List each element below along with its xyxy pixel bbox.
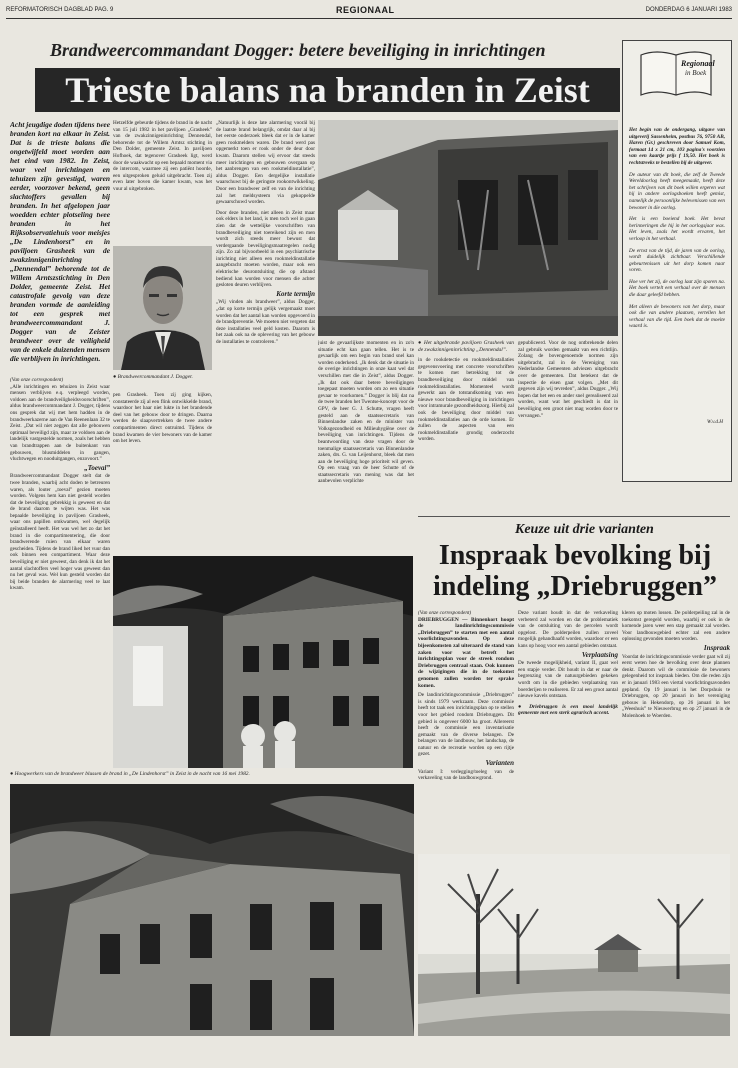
article1-subhead-toeval: „Toeval” (84, 463, 110, 472)
driebruggen-village-illustration (418, 854, 730, 1036)
article2-body1: De landinrichtingscommissie „Driebruggen” is sinds 1979 werkzaam. Deze commissie heeft tot taak een inrichtingsplan op te stellen voor het gebied rondom Driebruggen. Dit gebied is ongeveer 6000 ha groot. Allereerst heeft de commissie een inventarisatie gemaakt van de diverse belangen. De belangen van de landbouw, het landschap, de natuur en de recreatie worden op een rijtje gezet. (418, 692, 514, 758)
article1-correspondent: (Van onze correspondent) (10, 377, 64, 383)
burned-building-illustration (318, 120, 618, 336)
article1-column-6: gepubliceerd. Voor de nog ontbrekende delen zal gebruik worden gemaakt van een richtlijn. Zolang de bovengenoemde normen zijn uitgebracht, zal in de Vereniging van Nederlandse Gemeenten adviezen uitgebracht over de gemeenten. Dat betekent dat de inspectie de eisen gaat volgen. „Met dit gegeven zijn wij tevreden”, aldus Dogger. „Wij hopen dat het een en ander snel gerealiseerd zal worden, want wat het geschiedt is dat in beveiliging een groot niet mag worden door te vervangen.” (518, 340, 618, 419)
article2-body3b: Voordat de inrichtingscommissie verder gaat wil zij eerst weten hoe de bevolking over deze plannen denkt. Daarom wil de commissie de bewoners gelegenheid tot inspraak bieden. Om die reden zijn er in januari 1983 een viertal voorlichtingsavonden gepland. Op 19 januari in het Dorpshuis te Driebruggen, op 20 januari in het vereniging gebouw in Hekendorp, op 26 januari in het „Weeshuis” te Nieuwerbrug en op 27 januari in de Molenhoek te Woerden. (622, 653, 730, 719)
book-logo (631, 45, 721, 101)
article2-subhead-verplaatsing: Verplaatsing (581, 650, 618, 659)
page-header (6, 4, 732, 19)
article2-column-2 (518, 610, 618, 850)
article2-correspondent: (Van onze correspondent) (418, 610, 472, 616)
article1-col5-text: in de rookdetectie en rookmeldinstallaties gegevensvoering met concrete voorschriften te komen met betrekking tot de brandbeveiliging door middel van rookmeldinstallaties. Momenteel wordt gewerkt aan de totstandkoming van een nieuwe voor brandbeveiliging in inrichtingen voor intramurale gezondheidszorg. Hierbij zal ook de beveiliging door middel van rookmeldinstallaties aan de orde komen. Er zullen de aspecten van een rookmeldinstallatie grondig onderzocht worden. (418, 357, 514, 443)
article1-kicker: Brandweercommandant Dogger: betere beveiliging in inrichtingen (50, 40, 546, 60)
article2-top-rule (418, 516, 730, 517)
article1-subhead-korte-termijn: Korte termijn (276, 289, 315, 298)
article1-col1-text: „Alle inrichtingen en tehuizen in Zeist waar mensen verblijven e.q. verpleegd worden, voldoen aan de brandveiligheidsvoorschriften”, aldus brandweercommandant J. Dogger, tijdens ons gesprek dat wij met hem hadden in de brandweerkazerne aan de Van Reenenlaan 32 te Zeist. „Dat wil niet zeggen dat alle gebouwen optimaal beveiligd zijn, maar ze voldoen aan de landelijk vastgestelde normen, zoals het hebben van brandtrappen aan de buitenkant van gebouwen, blusmiddelen in gangen, vluchtwegen en nooduitgangen, enzovoort.” (10, 383, 110, 463)
lindenhorst-building-illustration (10, 784, 414, 1036)
portrait-illustration (113, 246, 212, 370)
fire-scene-caption: ● Hoogwerkers van de brandweer blussen de brand in „De Lindenhorst” in Zeist in de nacht van 16 mei 1982. (10, 771, 250, 777)
portrait-photo (113, 246, 212, 370)
article1-column-1 (10, 377, 110, 667)
book-logo-line1: Regionaal (681, 59, 715, 68)
burned-building-caption: ● Het uitgebrande paviljoen Grasheek van de zwakzinnigeninrichting „Dennendal”. (418, 340, 514, 353)
article1-column-4: juist de gevaarlijkste momenten en in zo'n situatie echt kan gaan tellen. Het is te gevaarlijk om een begin van brand snel kan worden onderkend. „Ik denk dat de situatie in de overige inrichtingen in onze kaat wel dat verschillen met die in Zeist”, aldus Dogger. „Ik dat ook daar betere beveiligingen toegepast moeten worden om zo een situatie gevaar te voorkomen.” Dogger is blij dat na de twee branden het Twentse-koncept voor de GPV, de heer G. J. Schutte, vragen heeft gesteld aan de staatssecretaris van Binnenlandse zaken en de minister van Volksgezondheid en Milieuhygiëne over de beveiliging van inrichtingen. Tijdens de beantwoording van deze vragen door de toenmalige staatssecretaris van Binnenlandse zaken, drs. G. van Leijenhorst, bleek dat men aan de beveiliging hoge prioriteit wil geven. Op een vraag van de heer Schutte of de staatssecretaris van mening was dat het aanbevolen verplichte (318, 340, 414, 485)
article2-column-3 (622, 610, 730, 850)
article1-column-2-top: Hetzelfde gebeurde tijdens de brand in de nacht van 15 juli 1982 in het paviljoen „Grasheek” van de zwakzinnigeninrichting Dennendal, behorende tot de Willem Arntsz stichting in Den Dolder, gemeente Zeist. In paviljoen Hofhoek, dat tegenover Grasheek ligt, werd door de waakwacht op een bepaald moment via de intercom, waarmee zij een patiënt hoorde, een uitgesproken geluid uitgebracht. Toen zij even later boven die kamer kwam, was het vuur al uitgebroken. (113, 120, 212, 192)
article2-body2b: De tweede mogelijkheid, variant II, gaat wel een stapje verder. Dit houdt in dat er naar de begrenzing van de natuurgebieden gekeken wordt om in die gebieden verplaatsing van boerderijen te realiseren. Er zal een groot aantal nieuwe kavels ontstaan. (518, 660, 618, 700)
sidebar-paragraph: Het is een boeiend boek. Het bevat herinneringen die hij in het oorlogsjaar was. Het leven, zoals het wordt ervaren, het verloop in het verhaal. (629, 216, 725, 242)
article1-intro: Acht jeugdige doden tijdens twee branden kort na elkaar in Zeist. Dat is de trieste balans die ongetwijfeld moet worden aan het eind van 1982. In Zeist, waar veel inrichtingen en tehuizen zijn gevestigd, waren eerder, voorzover bekend, geen slachtoffers gevallen bij branden. In het afgelopen jaar woedden echter plotseling twee branden in het Rijksobservatiehuis voor meisjes „De Lindenhorst” en in paviljoen Grasheek van de zwakzinnigeninrichting „Dennendal” behorende tot de Willem Arntszstichting in Den Dolder, gemeente Zeist. Het catastrofale gevolg van deze branden vormde de aanleiding tot een gesprek met brandweercommandant J. Dogger van de Zeister brandweer over de veiligheid van de enkele duizenden mensen die verblijven in inrichtingen. (10, 120, 110, 363)
sidebar-book-review (622, 40, 732, 482)
article2-body1b: Variant I: verlegging/toeleg van de verkaveling van de landbouwgrond. (418, 768, 514, 782)
header-date: DONDERDAG 6 JANUARI 1983 (645, 7, 732, 13)
fire-scene-illustration (113, 556, 413, 768)
header-paper-name: REFORMATORISCH DAGBLAD PAG. 9 (6, 7, 114, 13)
article1-column-5 (418, 340, 514, 512)
driebruggen-village-photo (418, 854, 730, 1036)
article1-col3c-text: „Wij vinden als brandweer”, aldus Dogger, „dat op korte termijn gelijk vergemaakt moet worden dat het aantal kan worden opgevoerd in de brandpreventie. We moeten niet vergeten dat deze installaties veel geld kosten. Daarom is het zaak ook na de oplevering van het gebouw de installaties te controleren.” (216, 299, 315, 345)
lindenhorst-building-photo (10, 784, 414, 1036)
header-section: REGIONAAL (336, 5, 395, 15)
sidebar-paragraph: De auteur van dit boek, die zelf de Tweede Wereldoorlog heeft meegemaakt, heeft deze het schrijven van dit boek willen ergeren wat hij in andere oorlogsboeken heeft gemist, namelijk de persoonlijke belevenissen van een bewoner in die oorlog. (629, 171, 725, 211)
sidebar-paragraph: Het begin van de ondergang, uitgave van uitgeverij Sassenheim, postbus 76, 9750 AB, Haren (Gr.) geschreven door Samuel Kom, formaat 14 x 21 cm, 103 pagina's voorzien van een kaartje prijs f 19,50. Het boek is rechtstreeks te bestellen bij de uitgever. (629, 127, 725, 166)
article2-column-1 (418, 610, 514, 850)
burned-building-photo (318, 120, 618, 336)
sidebar-paragraph: De ernst van de tijd, de jaren van de oorlog, wordt duidelijk zichtbaar. Verschillende gebeurtenissen uit het dorp komen naar voren. (629, 247, 725, 274)
sidebar-paragraph: Met alleen de bewoners van het dorp, maar ook die van andere plaatsen, vertellen het verhaal van die tijd. Een boek dat de moeite waard is. (629, 303, 725, 330)
article2-subhead-inspraak: Inspraak (703, 643, 730, 652)
book-logo-icon (631, 45, 721, 101)
article2-body3: kleren op moten lossen. De polderpeiling zal in de toekomst geregeld worden, waarbij er ook in de komende jaren weer een stap gemaakt zal worden. Voor landbouwgebied echter zal een andere oplossing gevonden moeten worden. (622, 610, 730, 643)
village-photo-caption: ● Driebruggen is een mooi landelijk gemeente met een sterk agrarisch accent. (518, 703, 618, 717)
article1-column-3 (216, 120, 315, 552)
sidebar-initials: W.v.d.H (707, 419, 723, 425)
article1-col1b-text: Brandweercommandant Dogger stelt dat de twee branden, waarbij acht doden te betreuren waren, als louter „toeval” gezien moeten worden. Volgens hem kan niet gesteld worden dat de beveiliging gebrekkig is geweest en dat de brand daarom te wijten was. Het was bepaalde beveiliging in paviljoen Grasheek, waar ons papillen omkwamen, wel degelijk geïnstalleerd heeft. Het was wel het zo dat het brand in die compartimentering, die door brandwerende ruien van elkaar waren gescheiden. Tijdens de brand liked het vuur dan ook binnen een compartiment. Waar deze beveiliging er niet geweest, dan denk ik dat het aantal slachtoffers veel hoger was geweest dan nu het geval was. Wel kun gesteld worden dat bij beide branden de alarmering veel te laat kwam. (10, 473, 110, 592)
article2-subhead-varianten: Varianten (485, 759, 514, 768)
article1-col3-text: „Natuurlijk is deze late alarmering voorál bij de laatste brand belangrijk, omdat daar al bij het eerste onderzoek bleek dat er in de kamer geen rookmelders waren. De brand werd pas opgemerkt toen er rook onder de deur door kwam. Daarom stellen wij ervoor dat steeds meer inrichtingen en gebouwen overgaan op het aanbrengen van een rookmeldinstallatie”, aldus Dogger. Een dergelijke installatie waarschuwt bij de geringste rookontwikkeling. Door een brandweer zelf en van de inrichting zal het meldsysteem via gekoppelde gewaarschuwd worden. (216, 120, 315, 206)
fire-scene-photo (113, 556, 413, 768)
book-logo-line2: in Boek (685, 69, 707, 77)
article1-headline: Trieste balans na branden in Zeist (35, 68, 620, 112)
article2-lead: DRIEBRUGGEN — Binnenkort hoopt de landinrichtingscommissie „Driebruggen” te starten met een aantal voorlichtingsavonden. Op deze bijeenkomsten zal uiteraard de stand van zaken voor wat betreft het inrichtingsplan voor de streek rondom Driebruggen centraal staan. Ook kunnen de wijzigingen die in de toekomst genomen zullen worden ter sprake komen. (418, 616, 514, 689)
article2-kicker: Keuze uit drie varianten (515, 522, 654, 537)
article2-headline: Inspraak bevolking bij indeling „Driebruggen” (433, 540, 717, 602)
article1-col3b-text: Door deze branden, niet alleen in Zeist maar ook elders in het land, is men toch wel in gaan zien dat de wettelijke voorschriften van brandbeveiliging niet toereikend zijn en men wordt zich steeds meer bewust dat verdergaande beveiligingsmaatregelen nodig zijn. Zo zal bijvoorbeeld in een psychiatrische inrichting niet alleen een rookmeldinstallatie aangebracht moeten worden, maar ook een elektrische deurontsluiting die op afstand bediend kan worden voor mensen die achter gesloten deuren verblijven. (216, 209, 315, 289)
article1-column-2-bottom: pen Grasheek. Toen zij ging kijken, constateerde zij al een flink ontwikkelde brand, waardoor het haar niet lukte in het brandende deel van het gebouw door te dringen. Daarna werden de slaapvertrekken de twee andere compartimenten direct ontruimd. Tijdens de brand kwamen de vier bewoners van de kamer om het leven. (113, 392, 212, 445)
article2-body2: Deze variant houdt in dat de verkaveling verbeterd zal worden en dat de problematiek van de ontsluiting van de percelen wordt opgelost. De polderpeilen zullen zoveel mogelijk gehandhaafd worden, waardoor er een kans op hoog voor een aantal gebieden ontstaat. (518, 610, 618, 649)
sidebar-paragraph: Hoe ver het zij, de oorlog laat zijn sporen na. Het boek vertelt een verhaal over de mensen die daar geleefd hebben. (629, 278, 725, 299)
portrait-caption: ● Brandweercommandant J. Dogger. (113, 374, 193, 380)
